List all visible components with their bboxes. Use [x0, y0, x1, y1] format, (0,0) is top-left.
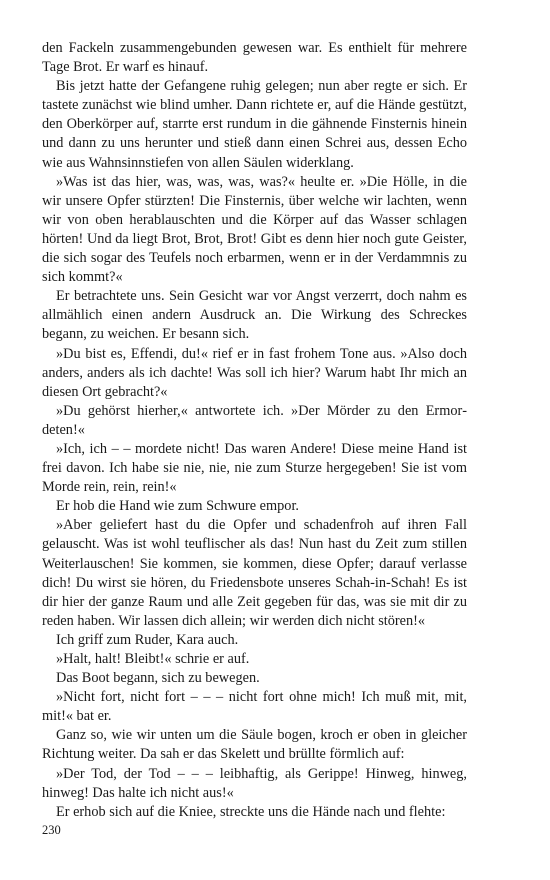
paragraph: »Du gehörst hierher,« antwortete ich. »Der Mörder zu den Ermordeten!«: [42, 402, 467, 438]
paragraph: Das Boot begann, sich zu bewegen.: [56, 670, 260, 687]
paragraph: Er hob die Hand wie zum Schwure empor.: [56, 498, 299, 515]
paragraph: Bis jetzt hatte der Gefangene ruhig gelegen; nun aber regte er sich. Er tastete zunächst wie blind umher. Dann richtete er, auf die Hände gestützt, den Oberkörper auf, starrte erst rundum in die gähnende Finsternis hinein und dann zu uns herunter und stieß dann einen Schrei aus, dessen Echo wie aus Wahnsinnstiefen von allen Säulen widerklang.: [42, 78, 467, 171]
page-body: [42, 39, 467, 822]
page-number: 230: [42, 823, 61, 837]
paragraph: »Du bist es, Effendi, du!« rief er in fast frohem Tone aus. »Also doch anders, anders als ich dachte! Was soll ich hier? Warum habt Ihr mich an diesen Ort gebracht?«: [42, 345, 467, 400]
paragraph: »Aber geliefert hast du die Opfer und schadenfroh auf ihren Fall gelauscht. Was ist wohl teuflischer als das! Nun hast du Zeit zum stillen Weiterlauschen! Sie kommen, sie kommen, diese Opfer; darauf verlasse dich! Du wirst sie hören, du Friedensbote unseres Schah-in-Schah! Es ist dir hier der ganze Raum und alle Zeit gegeben für das, was sie mit dir zu reden haben. Wir lassen dich allein; wir werden dich nicht stören!«: [42, 517, 467, 629]
paragraph: Ich griff zum Ruder, Kara auch.: [56, 631, 239, 648]
paragraph: Er betrachtete uns. Sein Gesicht war vor Angst verzerrt, doch nahm es allmählich einen andern Ausdruck an. Die Wirkung des Schreckes begann, zu weichen. Er besann sich.: [42, 288, 467, 343]
paragraph: Er erhob sich auf die Kniee, streckte uns die Hände nach und flehte:: [56, 803, 446, 820]
paragraph: »Der Tod, der Tod – – – leibhaftig, als Gerippe! Hinweg, hinweg, hinweg! Das halte ich nicht aus!«: [42, 765, 467, 801]
paragraph: Ganz so, wie wir unten um die Säule bogen, kroch er oben in gleicher Richtung weiter. Da sah er das Skelett und brüllte förmlich auf:: [42, 727, 467, 763]
paragraph: »Was ist das hier, was, was, was, was?« heulte er. »Die Hölle, in die wir unsere Opfer stürzten! Die Finsternis, über welche wir lachten, wenn wir von oben herablauschten und die Körper auf das Wasser schlagen hörten! Und da liegt Brot, Brot, Brot! Gibt es denn hier noch gute Geister, die sich sogar des Teufels noch erbarmen, wenn er in der Verdammnis zu sich kommt?«: [42, 173, 467, 286]
paragraph: »Ich, ich – – mordete nicht! Das waren Andere! Diese meine Hand ist frei davon. Ich habe sie nie, nie, nie zum Sturze hergegeben! Sie ist vom Morde rein, rein, rein!«: [42, 440, 467, 496]
paragraph: »Nicht fort, nicht fort – – – nicht fort ohne mich! Ich muß mit, mit, mit!« bat er.: [42, 689, 467, 725]
paragraph: »Halt, halt! Bleibt!« schrie er auf.: [56, 651, 250, 667]
paragraph: den Fackeln zusammengebunden gewesen war. Es enthielt für mehrere Tage Brot. Er warf es hinauf.: [42, 40, 467, 76]
